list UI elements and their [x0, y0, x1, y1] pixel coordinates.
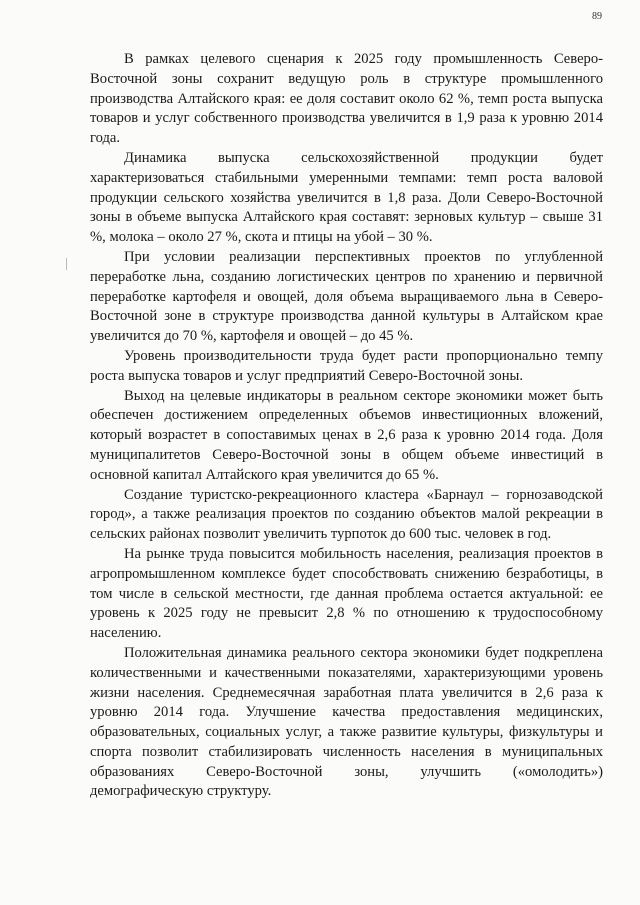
paragraph-processing-projects: При условии реализации перспективных проектов по углубленной переработке льна, созданию логистических центров по хранению и первичной переработке картофеля и овощей, доля объема выращиваемого льна в Северо-Восточной зоне в структуре производства данной культуры в Алтайском крае увеличится до 70 %, картофеля и овощей – до 45 %. — [90, 248, 603, 345]
document-body — [90, 50, 603, 802]
paragraph-investment: Выход на целевые индикаторы в реальном секторе экономики может быть обеспечен достижением определенных объемов инвестиционных вложений, который возрастет в сопоставимых ценах в 2,6 раза к уровню 2014 года. Доля муниципалитетов Северо-Восточной зоны в общем объеме инвестиций в основной капитал Алтайского края увеличится до 65 %. — [90, 387, 603, 483]
paragraph-labor-productivity: Уровень производительности труда будет расти пропорционально темпу роста выпуска товаров и услуг предприятий Северо-Восточной зоны. — [90, 347, 603, 384]
paragraph-agriculture: Динамика выпуска сельскохозяйственной продукции будет характеризоваться стабильными умеренными темпами: темп роста валовой продукции сельского хозяйства увеличится в 1,8 раза. Доли Северо-Восточной зоны в объеме выпуска Алтайского края составят: зерновых культур – свыше 31 %, молока – около 27 %, скота и птицы на убой – 30 %. — [90, 149, 603, 246]
paragraph-labor-market: На рынке труда повысится мобильность населения, реализация проектов в агропромышленном комплексе будет способствовать снижению безработицы, в том числе в сельской местности, где данная проблема остается актуальной: ее уровень к 2025 году не превысит 2,8 % по отношению к трудоспособному населению. — [90, 545, 603, 642]
paragraph-industry: В рамках целевого сценария к 2025 году промышленность Северо-Восточной зоны сохранит ведущую роль в структуре промышленного производства Алтайского края: ее доля составит около 62 %, темп роста выпуска товаров и услуг собственного производства увеличится в 1,9 раза к уровню 2014 года. — [90, 51, 603, 147]
page-number: 89 — [592, 11, 602, 22]
paragraph-tourism: Создание туристско-рекреационного кластера «Барнаул – горнозаводской город», а также реализация проектов по созданию объектов малой рекреации в сельских районах позволит увеличить турпоток до 600 тыс. человек в год. — [90, 486, 603, 543]
scan-artifact — [66, 258, 67, 270]
paragraph-living-standards: Положительная динамика реального сектора экономики будет подкреплена количественными и качественными показателями, характеризующими уровень жизни населения. Среднемесячная заработная плата увеличится в 2,6 раза к уровню 2014 года. Улучшение качества предоставления медицинских, образовательных, социальных услуг, а также развитие культуры, физкультуры и спорта позволит стабилизировать численность населения в муниципальных образованиях Северо-Восточной зоны, улучшить («омолодить») демографическую структуру. — [90, 644, 603, 800]
